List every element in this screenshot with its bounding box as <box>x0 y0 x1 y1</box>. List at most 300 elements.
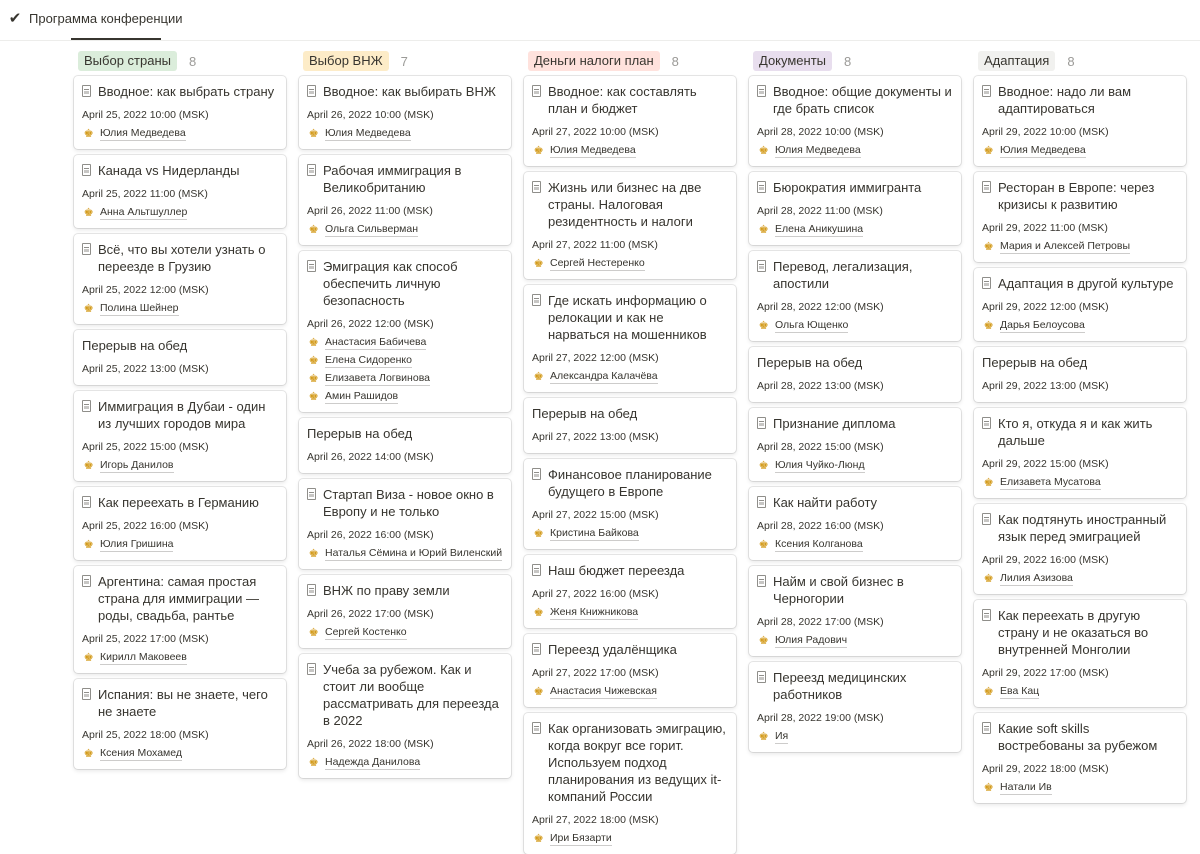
card-title <box>82 241 278 275</box>
card-date: April 28, 2022 15:00 (MSK) <box>757 441 884 453</box>
card-title <box>757 669 953 703</box>
card-date: April 26, 2022 12:00 (MSK) <box>307 318 434 330</box>
column-header[interactable] <box>974 50 1186 72</box>
speaker-name: Ольга Сильверман <box>325 223 419 235</box>
person-icon: ♚ <box>533 607 544 619</box>
column-count: 7 <box>400 53 408 69</box>
person-icon: ♚ <box>308 373 319 385</box>
card-speaker[interactable] <box>307 370 503 388</box>
person-icon: ♚ <box>308 627 319 639</box>
card-title-text: Переезд медицинских работников <box>773 670 907 702</box>
card-speaker[interactable] <box>757 317 953 335</box>
card-list <box>299 76 511 778</box>
card-speaker[interactable] <box>757 536 953 554</box>
card-title <box>757 494 953 511</box>
card-date: April 25, 2022 18:00 (MSK) <box>82 729 209 741</box>
session-card[interactable] <box>749 172 961 245</box>
card-speaker[interactable] <box>82 125 278 143</box>
card-speaker[interactable] <box>532 830 728 848</box>
person-icon: ♚ <box>983 320 994 332</box>
card-title <box>532 405 728 422</box>
person-icon: ♚ <box>83 748 94 760</box>
session-card[interactable] <box>524 76 736 166</box>
card-title <box>532 641 728 658</box>
person-icon: ♚ <box>758 460 769 472</box>
card-date: April 27, 2022 13:00 (MSK) <box>532 431 659 443</box>
card-speaker[interactable] <box>532 604 728 622</box>
card-date: April 27, 2022 16:00 (MSK) <box>532 588 659 600</box>
session-card[interactable] <box>749 566 961 656</box>
speaker-name: Наталья Сёмина и Юрий Виленский <box>325 547 503 559</box>
card-title-text: Вводное: общие документы и где брать список <box>773 84 952 116</box>
card-speaker[interactable] <box>82 204 278 222</box>
card-date: April 28, 2022 16:00 (MSK) <box>757 520 884 532</box>
card-speaker[interactable] <box>82 745 278 763</box>
card-date: April 28, 2022 12:00 (MSK) <box>757 301 884 313</box>
card-title <box>307 582 503 599</box>
column-title: Документы <box>753 51 832 71</box>
card-date: April 29, 2022 11:00 (MSK) <box>982 222 1108 234</box>
session-card[interactable] <box>74 76 286 149</box>
board-column <box>74 50 286 769</box>
card-title <box>82 162 278 179</box>
session-card[interactable] <box>974 713 1186 803</box>
card-speaker[interactable] <box>757 457 953 475</box>
speaker-name: Кристина Байкова <box>550 527 639 539</box>
card-date: April 26, 2022 14:00 (MSK) <box>307 451 434 463</box>
card-date: April 28, 2022 13:00 (MSK) <box>757 380 884 392</box>
card-title <box>82 83 278 100</box>
session-card[interactable] <box>749 487 961 560</box>
column-title: Деньги налоги план <box>528 51 660 71</box>
page-icon <box>757 417 766 429</box>
card-title <box>307 162 503 196</box>
speaker-name: Амин Рашидов <box>325 390 399 402</box>
card-speaker[interactable] <box>82 300 278 318</box>
card-title-text: Признание диплома <box>773 416 896 431</box>
card-date: April 26, 2022 17:00 (MSK) <box>307 608 434 620</box>
card-title <box>532 720 728 805</box>
card-title <box>307 486 503 520</box>
session-card[interactable] <box>974 600 1186 707</box>
card-title <box>82 494 278 511</box>
session-card[interactable] <box>974 408 1186 498</box>
session-card[interactable] <box>524 459 736 549</box>
page-icon <box>982 513 991 525</box>
person-icon: ♚ <box>83 303 94 315</box>
person-icon: ♚ <box>533 258 544 270</box>
page-icon <box>82 575 91 587</box>
card-title <box>82 398 278 432</box>
session-card[interactable] <box>299 76 511 149</box>
card-speaker[interactable] <box>982 474 1178 492</box>
speaker-name: Юлия Радович <box>775 634 848 646</box>
card-speaker[interactable] <box>982 779 1178 797</box>
card-date: April 29, 2022 18:00 (MSK) <box>982 763 1109 775</box>
page-icon <box>532 564 541 576</box>
card-title-text: Адаптация в другой культуре <box>998 276 1174 291</box>
card-title-text: Как подтянуть иностранный язык перед эмиграцией <box>998 512 1167 544</box>
card-speaker[interactable] <box>307 624 503 642</box>
page-icon <box>757 85 766 97</box>
card-list <box>974 76 1186 803</box>
speaker-name: Ксения Колганова <box>775 538 863 550</box>
page-icon <box>82 496 91 508</box>
card-date: April 27, 2022 11:00 (MSK) <box>532 239 658 251</box>
person-icon: ♚ <box>83 207 94 219</box>
person-icon: ♚ <box>308 337 319 349</box>
speaker-name: Женя Книжникова <box>550 606 639 618</box>
page-icon <box>757 671 766 683</box>
card-title-text: Где искать информацию о релокации и как не нарваться на мошенников <box>548 293 707 342</box>
session-card[interactable] <box>524 172 736 279</box>
card-speaker[interactable] <box>307 334 503 352</box>
card-date: April 26, 2022 11:00 (MSK) <box>307 205 433 217</box>
speaker-name: Юлия Гришина <box>100 538 174 550</box>
card-title <box>982 83 1178 117</box>
card-title-text: Бюрократия иммигранта <box>773 180 922 195</box>
card-speaker[interactable] <box>82 649 278 667</box>
card-date: April 25, 2022 12:00 (MSK) <box>82 284 209 296</box>
session-card[interactable] <box>299 155 511 245</box>
card-list <box>74 76 286 769</box>
card-title <box>982 354 1178 371</box>
page-icon <box>757 496 766 508</box>
session-card[interactable] <box>749 76 961 166</box>
person-icon: ♚ <box>308 548 319 560</box>
speaker-name: Юлия Медведева <box>550 144 636 156</box>
session-card[interactable] <box>524 634 736 707</box>
card-title-text: Ресторан в Европе: через кризисы к развитию <box>998 180 1155 212</box>
speaker-name: Елизавета Логвинова <box>325 372 430 384</box>
session-card[interactable] <box>749 662 961 752</box>
page-icon <box>82 243 91 255</box>
speaker-name: Анастасия Бабичева <box>325 336 427 348</box>
card-title-text: Аргентина: самая простая страна для иммиграции — роды, свадьба, рантье <box>98 574 259 623</box>
board-column <box>299 50 511 778</box>
card-date: April 27, 2022 17:00 (MSK) <box>532 667 659 679</box>
page-icon <box>307 260 316 272</box>
column-title: Выбор ВНЖ <box>303 51 389 71</box>
person-icon: ♚ <box>983 241 994 253</box>
speaker-name: Ева Кац <box>1000 685 1040 697</box>
card-speaker[interactable] <box>307 125 503 143</box>
column-count: 8 <box>188 53 197 69</box>
session-card[interactable] <box>74 391 286 481</box>
card-speaker[interactable] <box>757 632 953 650</box>
card-title <box>307 258 503 309</box>
card-speaker[interactable] <box>757 728 953 746</box>
card-title <box>532 179 728 230</box>
person-icon: ♚ <box>983 686 994 698</box>
card-speaker[interactable] <box>757 142 953 160</box>
card-speaker[interactable] <box>532 255 728 273</box>
card-speaker[interactable] <box>532 142 728 160</box>
card-title-text: Вводное: как выбрать страну <box>98 84 275 99</box>
session-card[interactable] <box>974 172 1186 262</box>
card-title-text: Наш бюджет переезда <box>548 563 685 578</box>
speaker-name: Мария и Алексей Петровы <box>1000 240 1130 252</box>
page-icon <box>307 663 316 675</box>
session-card[interactable] <box>524 713 736 854</box>
page-icon <box>82 400 91 412</box>
card-date: April 25, 2022 13:00 (MSK) <box>82 363 209 375</box>
active-tab-underline <box>71 38 161 40</box>
speaker-name: Анастасия Чижевская <box>550 685 657 697</box>
card-speaker[interactable] <box>532 683 728 701</box>
card-date: April 29, 2022 17:00 (MSK) <box>982 667 1109 679</box>
column-title: Выбор страны <box>78 51 177 71</box>
speaker-name: Юлия Чуйко-Люнд <box>775 459 865 471</box>
speaker-name: Елизавета Мусатова <box>1000 476 1101 488</box>
session-card[interactable] <box>299 575 511 648</box>
card-title <box>532 466 728 500</box>
session-card[interactable] <box>74 155 286 228</box>
card-speaker[interactable] <box>982 317 1178 335</box>
card-speaker[interactable] <box>307 352 503 370</box>
person-icon: ♚ <box>83 539 94 551</box>
card-date: April 28, 2022 10:00 (MSK) <box>757 126 884 138</box>
card-title-text: Как переехать в другую страну и не оказаться во внутренней Монголии <box>998 608 1149 657</box>
card-title <box>757 573 953 607</box>
person-icon: ♚ <box>983 477 994 489</box>
card-title-text: Перерыв на обед <box>82 338 188 353</box>
card-speaker[interactable] <box>307 221 503 239</box>
column-header[interactable] <box>299 50 511 72</box>
card-title <box>757 83 953 117</box>
person-icon: ♚ <box>533 145 544 157</box>
card-date: April 28, 2022 19:00 (MSK) <box>757 712 884 724</box>
session-card[interactable] <box>524 398 736 453</box>
session-card[interactable] <box>974 76 1186 166</box>
page-icon <box>982 277 991 289</box>
column-header[interactable] <box>74 50 286 72</box>
page-icon <box>82 688 91 700</box>
card-date: April 29, 2022 13:00 (MSK) <box>982 380 1109 392</box>
page-icon <box>532 468 541 480</box>
card-speaker[interactable] <box>757 221 953 239</box>
card-speaker[interactable] <box>307 388 503 406</box>
view-tabs-bar <box>0 0 1200 41</box>
card-title <box>982 511 1178 545</box>
speaker-name: Игорь Данилов <box>100 459 174 471</box>
session-card[interactable] <box>524 285 736 392</box>
card-date: April 29, 2022 12:00 (MSK) <box>982 301 1109 313</box>
card-title-text: Перевод, легализация, апостили <box>773 259 913 291</box>
card-speaker[interactable] <box>82 457 278 475</box>
speaker-name: Елена Аникушина <box>775 223 864 235</box>
session-card[interactable] <box>74 234 286 324</box>
column-count: 8 <box>671 53 679 69</box>
card-title <box>757 258 953 292</box>
card-title-text: Иммиграция в Дубаи - один из лучших городов мира <box>98 399 266 431</box>
card-title-text: Перерыв на обед <box>307 426 413 441</box>
speaker-name: Ири Бязарти <box>550 832 612 844</box>
card-title-text: Рабочая иммиграция в Великобританию <box>323 163 462 195</box>
person-icon: ♚ <box>533 833 544 845</box>
session-card[interactable] <box>299 479 511 569</box>
person-icon: ♚ <box>533 528 544 540</box>
card-title <box>982 179 1178 213</box>
card-title-text: Испания: вы не знаете, чего не знаете <box>98 687 268 719</box>
page-icon <box>757 181 766 193</box>
card-title-text: Перерыв на обед <box>532 406 638 421</box>
card-speaker[interactable] <box>532 525 728 543</box>
person-icon: ♚ <box>83 460 94 472</box>
page-icon <box>532 294 541 306</box>
page-icon <box>307 164 316 176</box>
page-icon <box>532 722 541 734</box>
speaker-name: Сергей Нестеренко <box>550 257 645 269</box>
page-icon <box>307 584 316 596</box>
person-icon: ♚ <box>983 145 994 157</box>
card-date: April 26, 2022 10:00 (MSK) <box>307 109 434 121</box>
column-title: Адаптация <box>978 51 1055 71</box>
session-card[interactable] <box>299 418 511 473</box>
session-card[interactable] <box>74 487 286 560</box>
speaker-name: Дарья Белоусова <box>1000 319 1085 331</box>
card-speaker[interactable] <box>307 754 503 772</box>
speaker-name: Натали Ив <box>1000 781 1052 793</box>
page-icon <box>982 85 991 97</box>
session-card[interactable] <box>974 268 1186 341</box>
column-count: 8 <box>1067 53 1075 69</box>
card-title <box>307 661 503 729</box>
session-card[interactable] <box>74 566 286 673</box>
person-icon: ♚ <box>308 757 319 769</box>
card-title-text: Какие soft skills востребованы за рубежом <box>998 721 1158 753</box>
session-card[interactable] <box>74 330 286 385</box>
speaker-name: Ия <box>775 730 789 742</box>
card-title <box>757 354 953 371</box>
page-icon <box>82 85 91 97</box>
card-title-text: Найм и свой бизнес в Черногории <box>773 574 904 606</box>
person-icon: ♚ <box>533 686 544 698</box>
card-date: April 25, 2022 16:00 (MSK) <box>82 520 209 532</box>
page-icon <box>757 575 766 587</box>
card-title <box>757 415 953 432</box>
session-card[interactable] <box>74 679 286 769</box>
session-card[interactable] <box>749 251 961 341</box>
card-title-text: Вводное: как составлять план и бюджет <box>548 84 697 116</box>
person-icon: ♚ <box>983 782 994 794</box>
speaker-name: Ольга Ющенко <box>775 319 849 331</box>
card-title <box>82 573 278 624</box>
page-icon <box>757 260 766 272</box>
speaker-name: Анна Альтшуллер <box>100 206 188 218</box>
card-title-text: Финансовое планирование будущего в Европе <box>548 467 712 499</box>
card-speaker[interactable] <box>82 536 278 554</box>
card-title-text: Перерыв на обед <box>757 355 863 370</box>
person-icon: ♚ <box>308 128 319 140</box>
view-tab-label: Программа конференции <box>29 10 183 26</box>
card-date: April 29, 2022 16:00 (MSK) <box>982 554 1109 566</box>
session-card[interactable] <box>749 347 961 402</box>
session-card[interactable] <box>974 504 1186 594</box>
card-title <box>982 607 1178 658</box>
card-date: April 26, 2022 16:00 (MSK) <box>307 529 434 541</box>
person-icon: ♚ <box>758 224 769 236</box>
card-speaker[interactable] <box>307 545 503 563</box>
session-card[interactable] <box>974 347 1186 402</box>
session-card[interactable] <box>299 251 511 412</box>
person-icon: ♚ <box>83 128 94 140</box>
person-icon: ♚ <box>83 652 94 664</box>
card-date: April 25, 2022 10:00 (MSK) <box>82 109 209 121</box>
session-card[interactable] <box>299 654 511 778</box>
speaker-name: Юлия Медведева <box>100 127 186 139</box>
card-title-text: Эмиграция как способ обеспечить личную безопасность <box>323 259 458 308</box>
card-title-text: Переезд удалёнщика <box>548 642 677 657</box>
speaker-name: Надежда Данилова <box>325 756 421 768</box>
page-icon <box>532 181 541 193</box>
view-tab-conference-program[interactable] <box>8 8 183 28</box>
column-header[interactable] <box>749 50 961 72</box>
speaker-name: Александра Калачёва <box>550 370 658 382</box>
person-icon: ♚ <box>758 635 769 647</box>
page-icon <box>982 722 991 734</box>
card-speaker[interactable] <box>532 368 728 386</box>
card-title-text: Канада vs Нидерланды <box>98 163 240 178</box>
page-icon <box>982 609 991 621</box>
card-date: April 28, 2022 11:00 (MSK) <box>757 205 883 217</box>
speaker-name: Кирилл Маковеев <box>100 651 187 663</box>
board-column <box>524 50 736 854</box>
person-icon: ♚ <box>533 371 544 383</box>
card-list <box>524 76 736 854</box>
card-title <box>82 337 278 354</box>
card-date: April 25, 2022 15:00 (MSK) <box>82 441 209 453</box>
card-speaker[interactable] <box>982 683 1178 701</box>
card-title <box>307 83 503 100</box>
card-title-text: Вводное: как выбирать ВНЖ <box>323 84 496 99</box>
card-speaker[interactable] <box>982 570 1178 588</box>
card-title-text: Кто я, откуда я и как жить дальше <box>998 416 1153 448</box>
card-speaker[interactable] <box>982 238 1178 256</box>
speaker-name: Сергей Костенко <box>325 626 407 638</box>
card-date: April 26, 2022 18:00 (MSK) <box>307 738 434 750</box>
card-title-text: Вводное: надо ли вам адаптироваться <box>998 84 1132 116</box>
card-title-text: Как переехать в Германию <box>98 495 259 510</box>
card-date: April 27, 2022 12:00 (MSK) <box>532 352 659 364</box>
card-list <box>749 76 961 752</box>
person-icon: ♚ <box>758 145 769 157</box>
card-title-text: Как организовать эмиграцию, когда вокруг все горит. Используем подход планирования из ведущих it-компаний России <box>548 721 726 804</box>
card-title-text: Учеба за рубежом. Как и стоит ли вообще рассматривать для переезда в 2022 <box>323 662 499 728</box>
person-icon: ♚ <box>308 224 319 236</box>
card-date: April 27, 2022 15:00 (MSK) <box>532 509 659 521</box>
session-card[interactable] <box>749 408 961 481</box>
page-icon <box>307 85 316 97</box>
page-icon <box>982 417 991 429</box>
card-title <box>757 179 953 196</box>
card-title <box>532 83 728 117</box>
person-icon: ♚ <box>983 573 994 585</box>
board-column <box>749 50 961 752</box>
column-header[interactable] <box>524 50 736 72</box>
speaker-name: Юлия Медведева <box>325 127 411 139</box>
speaker-name: Ксения Мохамед <box>100 747 182 759</box>
card-title <box>532 562 728 579</box>
person-icon: ♚ <box>758 731 769 743</box>
checkmark-icon: ✔ <box>8 10 22 27</box>
card-title <box>982 720 1178 754</box>
card-speaker[interactable] <box>982 142 1178 160</box>
card-title-text: Как найти работу <box>773 495 878 510</box>
session-card[interactable] <box>524 555 736 628</box>
speaker-name: Лилия Азизова <box>1000 572 1073 584</box>
speaker-name: Полина Шейнер <box>100 302 179 314</box>
